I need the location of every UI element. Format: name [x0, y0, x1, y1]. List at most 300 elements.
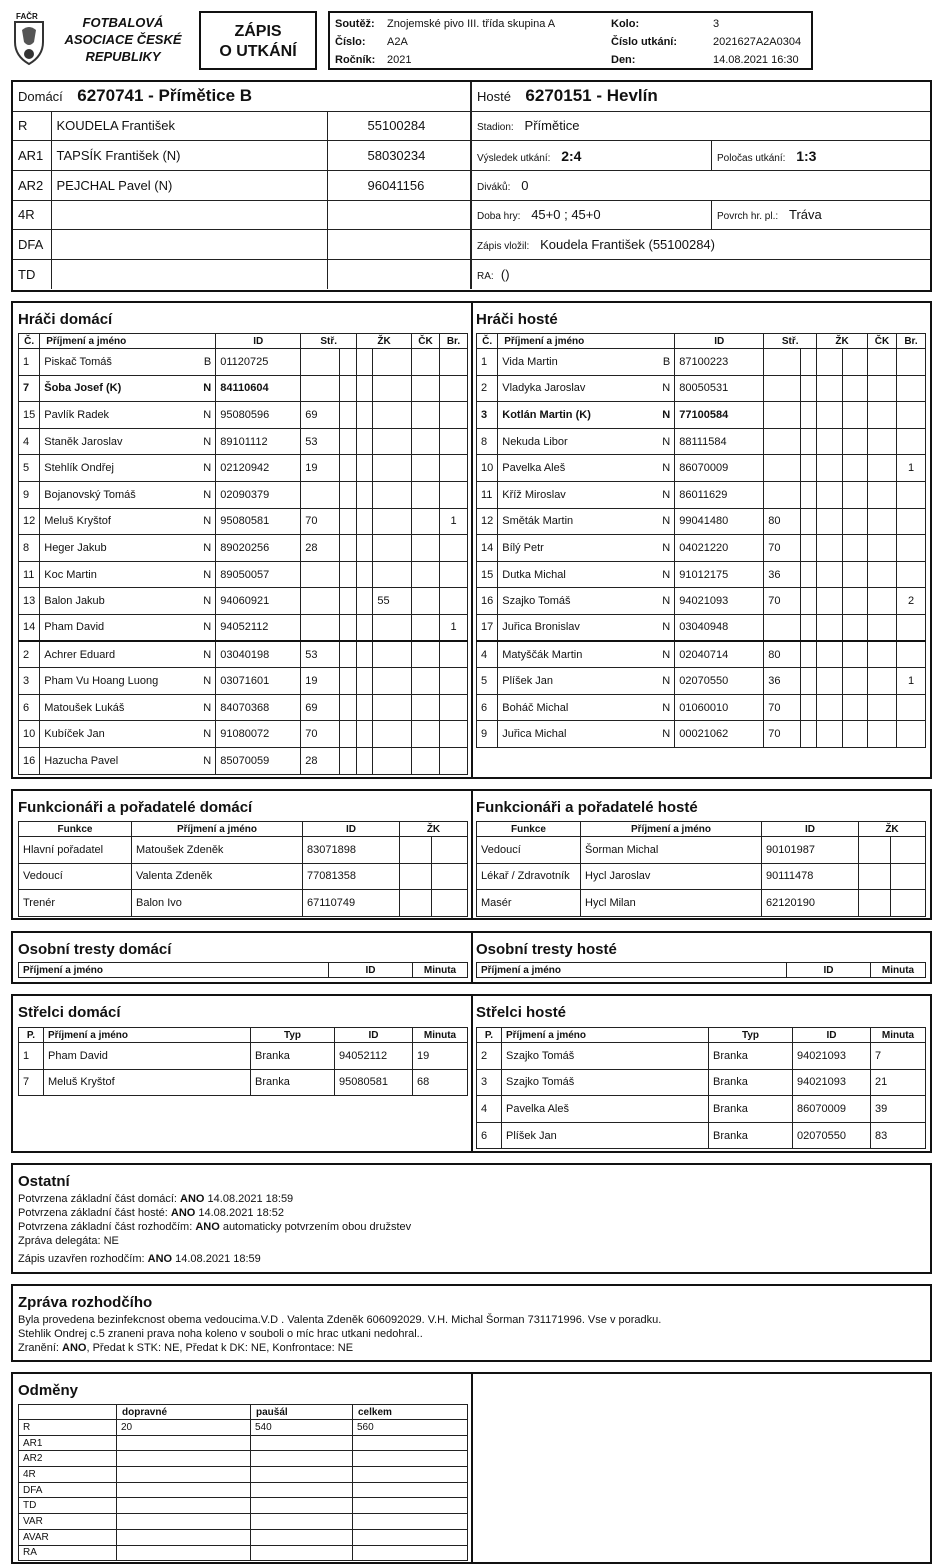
- official-row: [13, 170, 471, 200]
- player-id: 87100223: [675, 349, 764, 376]
- scorer-minute: 21: [871, 1069, 926, 1096]
- player-number: 10: [19, 721, 40, 748]
- player-red-card: [868, 481, 897, 508]
- rewards-cell: [353, 1529, 468, 1545]
- player-id: 01060010: [675, 694, 764, 721]
- official-name: PEJCHAL Pavel (N): [51, 170, 327, 200]
- player-red-card: [868, 694, 897, 721]
- player-substitution: 70: [301, 508, 340, 535]
- player-yellow-card: [842, 588, 867, 615]
- functionary-role: Vedoucí: [19, 863, 132, 890]
- player-name: Hazucha Pavel N: [40, 747, 216, 774]
- player-goals: [897, 508, 926, 535]
- rewards-cell: [117, 1545, 251, 1561]
- functionary-name: Matoušek Zdeněk: [132, 837, 303, 864]
- official-role: AR1: [13, 141, 51, 171]
- rewards-cell: [117, 1529, 251, 1545]
- player-number: 16: [477, 588, 498, 615]
- scorer-number: 4: [477, 1096, 502, 1123]
- player-number: 15: [19, 402, 40, 429]
- player-yellow-card: [373, 694, 412, 721]
- scorer-type: Branka: [251, 1069, 335, 1096]
- player-substitution: [301, 561, 340, 588]
- player-id: 77100584: [675, 402, 764, 429]
- player-red-card: [412, 535, 440, 562]
- player-number: 11: [19, 561, 40, 588]
- player-red-card: [868, 614, 897, 641]
- functionary-name: Hycl Jaroslav: [581, 863, 762, 890]
- player-red-card: [412, 721, 440, 748]
- rewards-cell: [117, 1514, 251, 1530]
- player-goals: 1: [897, 455, 926, 482]
- functionary-id: 62120190: [762, 890, 859, 917]
- player-name: Kubíček Jan N: [40, 721, 216, 748]
- official-name: [51, 200, 327, 230]
- scorer-name: Meluš Kryštof: [44, 1069, 251, 1096]
- rewards-row: [19, 1514, 468, 1530]
- functionary-role: Masér: [477, 890, 581, 917]
- rewards-cell: [353, 1451, 468, 1467]
- player-yellow-card: [373, 508, 412, 535]
- player-red-card: [868, 721, 897, 748]
- player-name: Bojanovský Tomáš N: [40, 481, 216, 508]
- player-goals: [897, 641, 926, 668]
- rewards-cell: [117, 1467, 251, 1483]
- official-id: [327, 200, 471, 230]
- functionary-role: Vedoucí: [477, 837, 581, 864]
- player-row: [477, 402, 926, 429]
- player-red-card: [868, 641, 897, 668]
- player-id: 89101112: [216, 428, 301, 455]
- player-id: 91012175: [675, 561, 764, 588]
- rewards-cell: RA: [19, 1545, 117, 1561]
- scorer-type: Branka: [251, 1043, 335, 1070]
- away-scorers-table: P. Příjmení a jméno Typ ID Minuta 2 Szajko Tomáš Branka 94021093 7 3 Szajko Tomáš Branka 94021093 21 4 Pavelka Aleš Branka 86070009 39 6 Plíšek Jan Branka 02070550 83: [476, 1027, 926, 1149]
- rewards-cell: [353, 1545, 468, 1561]
- player-substitution: [764, 455, 801, 482]
- player-substitution: [301, 481, 340, 508]
- player-id: 84110604: [216, 375, 301, 402]
- player-goals: [897, 535, 926, 562]
- document-title: ZÁPIS O UTKÁNÍ: [199, 11, 317, 70]
- player-red-card: [412, 402, 440, 429]
- functionary-id: 77081358: [303, 863, 400, 890]
- player-id: 95080596: [216, 402, 301, 429]
- player-yellow-card: [842, 668, 867, 695]
- rewards-cell: AR1: [19, 1435, 117, 1451]
- player-goals: 1: [440, 614, 468, 641]
- player-name: Achrer Eduard N: [40, 641, 216, 668]
- scorer-number: 2: [477, 1043, 502, 1070]
- player-name: Boháč Michal N: [498, 694, 675, 721]
- player-name: Koc Martin N: [40, 561, 216, 588]
- player-substitution: 70: [764, 588, 801, 615]
- player-red-card: [868, 508, 897, 535]
- official-role: 4R: [13, 200, 51, 230]
- player-row: [477, 535, 926, 562]
- player-name: Szajko Tomáš N: [498, 588, 675, 615]
- player-id: 89050057: [216, 561, 301, 588]
- scorer-row: [477, 1043, 926, 1070]
- player-id: 80050531: [675, 375, 764, 402]
- scorer-minute: 19: [413, 1043, 468, 1070]
- player-substitution: 19: [301, 668, 340, 695]
- player-goals: [440, 428, 468, 455]
- scorer-name: Pavelka Aleš: [502, 1096, 709, 1123]
- scorer-id: 94052112: [335, 1043, 413, 1070]
- half-result: 1:3: [796, 147, 817, 164]
- player-row: [477, 614, 926, 641]
- player-red-card: [868, 535, 897, 562]
- player-row: [477, 561, 926, 588]
- player-number: 15: [477, 561, 498, 588]
- scorer-type: Branka: [709, 1096, 793, 1123]
- player-number: 1: [477, 349, 498, 376]
- player-id: 91080072: [216, 721, 301, 748]
- player-name: Šoba Josef (K) N: [40, 375, 216, 402]
- functionary-name: Šorman Michal: [581, 837, 762, 864]
- player-name: Stehlík Ondřej N: [40, 455, 216, 482]
- player-goals: [897, 481, 926, 508]
- rewards-cell: [353, 1498, 468, 1514]
- player-red-card: [412, 455, 440, 482]
- scorer-minute: 39: [871, 1096, 926, 1123]
- player-row: [19, 455, 468, 482]
- player-row: [19, 721, 468, 748]
- player-substitution: [301, 588, 340, 615]
- scorer-type: Branka: [709, 1043, 793, 1070]
- player-id: 02120942: [216, 455, 301, 482]
- rewards-row: [19, 1451, 468, 1467]
- player-red-card: [868, 588, 897, 615]
- player-goals: [440, 668, 468, 695]
- player-id: 89020256: [216, 535, 301, 562]
- player-goals: [897, 428, 926, 455]
- player-yellow-card: [842, 535, 867, 562]
- player-id: 03071601: [216, 668, 301, 695]
- org-name: FOTBALOVÁ ASOCIACE ČESKÉ REPUBLIKY: [64, 15, 182, 64]
- rewards-cell: 540: [251, 1420, 353, 1436]
- player-goals: [440, 588, 468, 615]
- player-substitution: [764, 375, 801, 402]
- player-number: 8: [477, 428, 498, 455]
- rewards-cell: [353, 1467, 468, 1483]
- player-number: 5: [477, 668, 498, 695]
- player-row: [19, 508, 468, 535]
- player-goals: [897, 402, 926, 429]
- player-yellow-card: [373, 428, 412, 455]
- player-goals: [897, 721, 926, 748]
- player-number: 8: [19, 535, 40, 562]
- player-yellow-card: [842, 561, 867, 588]
- rewards-cell: AVAR: [19, 1529, 117, 1545]
- home-players-table: Č. Příjmení a jméno ID Stř. ŽK ČK Br. 1 Piskač Tomáš B 01120725 7 Šoba Josef (K) N 84110604 15 Pavlík Radek N 95080596 69 4 Staněk Jaroslav N 89101112 53 5 Stehlík Ondřej N 02120942 19 9 Bojanovský Tomáš N 02090379 12 Meluš Kryštof N 95080581 70 1 8 Heger Jakub N 89020256 28 11 Koc Martin N 89050057 13 Balon Jakub N 94060921 55 14 Pham David N 94052112 1 2 Achrer Eduard N 03040198 53 3 Pham Vu Hoang Luong N 03071601 19 6 Matoušek Lukáš N 84070368 69 10 Kubíček Jan N 91080072 70 16 Hazucha Pavel N 85070059 28: [18, 333, 468, 775]
- player-number: 9: [477, 721, 498, 748]
- home-team: 6270741 - Přímětice B: [77, 86, 253, 106]
- player-yellow-card: [842, 428, 867, 455]
- player-id: 85070059: [216, 747, 301, 774]
- player-name: Piskač Tomáš B: [40, 349, 216, 376]
- player-substitution: 69: [301, 694, 340, 721]
- player-row: [19, 402, 468, 429]
- player-row: [19, 535, 468, 562]
- functionary-row: [477, 890, 926, 917]
- player-red-card: [412, 481, 440, 508]
- functionary-id: 90101987: [762, 837, 859, 864]
- player-id: 88111584: [675, 428, 764, 455]
- player-red-card: [412, 588, 440, 615]
- player-row: [477, 428, 926, 455]
- official-name: [51, 230, 327, 260]
- rewards-cell: [353, 1482, 468, 1498]
- player-number: 5: [19, 455, 40, 482]
- rewards-col-header: [19, 1405, 117, 1420]
- rewards-col-header: dopravné: [117, 1405, 251, 1420]
- official-role: AR2: [13, 170, 51, 200]
- rewards-cell: VAR: [19, 1514, 117, 1530]
- player-goals: [440, 455, 468, 482]
- player-number: 3: [477, 402, 498, 429]
- player-substitution: [764, 428, 801, 455]
- functionary-id: 83071898: [303, 837, 400, 864]
- player-red-card: [412, 641, 440, 668]
- rewards-cell: [353, 1435, 468, 1451]
- scorer-id: 94021093: [793, 1043, 871, 1070]
- rewards-cell: [251, 1451, 353, 1467]
- player-substitution: 69: [301, 402, 340, 429]
- rewards-cell: [117, 1451, 251, 1467]
- scorer-row: [477, 1069, 926, 1096]
- player-substitution: 19: [301, 455, 340, 482]
- player-name: Dutka Michal N: [498, 561, 675, 588]
- player-yellow-card: [842, 481, 867, 508]
- scorer-name: Szajko Tomáš: [502, 1069, 709, 1096]
- player-name: Bílý Petr N: [498, 535, 675, 562]
- player-row: [477, 508, 926, 535]
- player-goals: 2: [897, 588, 926, 615]
- home-scorers-table: P. Příjmení a jméno Typ ID Minuta 1 Pham David Branka 94052112 19 7 Meluš Kryštof Branka 95080581 68: [18, 1027, 468, 1096]
- player-name: Balon Jakub N: [40, 588, 216, 615]
- player-red-card: [412, 375, 440, 402]
- player-row: [477, 455, 926, 482]
- scorer-row: [19, 1069, 468, 1096]
- player-row: [477, 349, 926, 376]
- other-line: Zpráva delegáta: NE: [18, 1235, 119, 1247]
- rewards-cell: [117, 1498, 251, 1514]
- official-role: TD: [13, 259, 51, 289]
- scorers-section: Střelci domácí Střelci hosté P. Příjmení a jméno Typ ID Minuta 1 Pham David Branka 94052112 19 7 Meluš Kryštof Branka 95080581 68 P. Příjmení a jméno Typ ID Minuta 2 Szajko Tomáš Branka 94021093 7 3 Szajko Tomáš Branka 94021093 21 4 Pavelka Aleš Branka 86070009 39 6 Plíšek Jan Branka 02070550 83: [11, 994, 932, 1153]
- functionary-role: Lékař / Zdravotník: [477, 863, 581, 890]
- official-name: TAPSÍK František (N): [51, 141, 327, 171]
- player-yellow-card: [842, 508, 867, 535]
- player-yellow-card: [373, 561, 412, 588]
- player-name: Vida Martin B: [498, 349, 675, 376]
- functionary-row: [19, 890, 468, 917]
- official-role: DFA: [13, 230, 51, 260]
- player-red-card: [412, 694, 440, 721]
- player-substitution: [301, 349, 340, 376]
- player-yellow-card: [842, 349, 867, 376]
- player-name: Juřica Bronislav N: [498, 614, 675, 641]
- player-yellow-card: [373, 641, 412, 668]
- player-goals: [897, 561, 926, 588]
- player-row: [19, 614, 468, 641]
- rewards-row: [19, 1435, 468, 1451]
- player-name: Juřica Michal N: [498, 721, 675, 748]
- scorer-row: [19, 1043, 468, 1070]
- result: 2:4: [561, 147, 582, 164]
- player-id: 04021220: [675, 535, 764, 562]
- player-number: 6: [477, 694, 498, 721]
- rewards-row: [19, 1420, 468, 1436]
- player-row: [19, 428, 468, 455]
- player-yellow-card: [373, 721, 412, 748]
- player-substitution: 70: [764, 535, 801, 562]
- functionary-id: 67110749: [303, 890, 400, 917]
- player-goals: [897, 614, 926, 641]
- player-goals: [440, 641, 468, 668]
- player-row: [19, 694, 468, 721]
- player-goals: [440, 349, 468, 376]
- player-number: 13: [19, 588, 40, 615]
- scorer-row: [477, 1122, 926, 1149]
- player-red-card: [868, 455, 897, 482]
- player-substitution: 53: [301, 428, 340, 455]
- scorer-row: [477, 1096, 926, 1123]
- player-row: [19, 668, 468, 695]
- official-id: 96041156: [327, 170, 471, 200]
- player-goals: [440, 481, 468, 508]
- rewards-cell: DFA: [19, 1482, 117, 1498]
- player-substitution: 36: [764, 668, 801, 695]
- rewards-cell: 560: [353, 1420, 468, 1436]
- functionary-name: Balon Ivo: [132, 890, 303, 917]
- player-substitution: 53: [301, 641, 340, 668]
- player-yellow-card: [842, 375, 867, 402]
- player-goals: 1: [897, 668, 926, 695]
- player-row: [477, 668, 926, 695]
- player-number: 4: [19, 428, 40, 455]
- player-yellow-card: 55: [373, 588, 412, 615]
- player-id: 94060921: [216, 588, 301, 615]
- player-red-card: [868, 349, 897, 376]
- player-goals: [440, 375, 468, 402]
- player-id: 02040714: [675, 641, 764, 668]
- rewards-row: [19, 1529, 468, 1545]
- rewards-cell: [251, 1467, 353, 1483]
- functionary-row: [477, 863, 926, 890]
- player-substitution: 36: [764, 561, 801, 588]
- player-red-card: [412, 349, 440, 376]
- player-red-card: [868, 402, 897, 429]
- players-section: [11, 301, 932, 779]
- player-red-card: [868, 561, 897, 588]
- official-row: [13, 230, 471, 260]
- player-row: [477, 721, 926, 748]
- scorer-id: 86070009: [793, 1096, 871, 1123]
- player-row: [477, 641, 926, 668]
- player-goals: [440, 694, 468, 721]
- rewards-cell: [251, 1514, 353, 1530]
- player-number: 4: [477, 641, 498, 668]
- player-red-card: [412, 561, 440, 588]
- player-substitution: [764, 402, 801, 429]
- player-number: 2: [19, 641, 40, 668]
- player-yellow-card: [373, 375, 412, 402]
- player-goals: [897, 375, 926, 402]
- player-name: Pham David N: [40, 614, 216, 641]
- player-name: Plíšek Jan N: [498, 668, 675, 695]
- rewards-cell: [251, 1435, 353, 1451]
- player-red-card: [412, 747, 440, 774]
- official-id: 58030234: [327, 141, 471, 171]
- official-row: [13, 111, 471, 141]
- rewards-cell: [251, 1545, 353, 1561]
- player-number: 12: [477, 508, 498, 535]
- player-id: 84070368: [216, 694, 301, 721]
- player-yellow-card: [373, 747, 412, 774]
- player-yellow-card: [373, 349, 412, 376]
- player-row: [477, 694, 926, 721]
- rewards-row: [19, 1498, 468, 1514]
- rewards-cell: 4R: [19, 1467, 117, 1483]
- player-row: [19, 561, 468, 588]
- player-substitution: [301, 375, 340, 402]
- away-players-table: Č. Příjmení a jméno ID Stř. ŽK ČK Br. 1 Vida Martin B 87100223 2 Vladyka Jaroslav N 80050531 3 Kotlán Martin (K) N 77100584 8 Nekuda Libor N 88111584 10 Pavelka Aleš N 86070009 1 11 Kříž Miroslav N 86011629 12 Směták Martin N 99041480 80 14 Bílý Petr N 04021220 70 15 Dutka Michal N 91012175 36 16 Szajko Tomáš N 94021093 70 2 17 Juřica Bronislav N 03040948 4 Matyščák Martin N 02040714 80 5 Plíšek Jan N 02070550 36 1 6 Boháč Michal N 01060010 70 9 Juřica Michal N 00021062 70: [476, 333, 926, 748]
- player-number: 12: [19, 508, 40, 535]
- rewards-cell: AR2: [19, 1451, 117, 1467]
- player-row: [477, 588, 926, 615]
- official-id: 55100284: [327, 111, 471, 141]
- player-name: Kotlán Martin (K) N: [498, 402, 675, 429]
- player-goals: [440, 402, 468, 429]
- player-id: 95080581: [216, 508, 301, 535]
- rewards-cell: TD: [19, 1498, 117, 1514]
- player-row: [19, 375, 468, 402]
- player-red-card: [412, 668, 440, 695]
- functionary-name: Valenta Zdeněk: [132, 863, 303, 890]
- other-line: Zápis uzavřen rozhodčím: ANO 14.08.2021 18:59: [18, 1253, 261, 1265]
- player-id: 02090379: [216, 481, 301, 508]
- rewards-section: Odměny dopravné paušál celkem R 20 540 560 AR1 AR2 4R DFA TD VAR AVAR RA: [11, 1372, 932, 1564]
- rewards-table: [18, 1404, 468, 1561]
- player-goals: [440, 721, 468, 748]
- player-row: [19, 747, 468, 774]
- official-row: [13, 141, 471, 171]
- functionary-id: 90111478: [762, 863, 859, 890]
- rewards-cell: [117, 1482, 251, 1498]
- player-number: 7: [19, 375, 40, 402]
- player-substitution: 28: [301, 747, 340, 774]
- rewards-row: [19, 1467, 468, 1483]
- rewards-row: [19, 1545, 468, 1561]
- player-yellow-card: [842, 641, 867, 668]
- official-row: [13, 200, 471, 230]
- scorer-number: 6: [477, 1122, 502, 1149]
- scorer-minute: 83: [871, 1122, 926, 1149]
- rewards-cell: [353, 1514, 468, 1530]
- rewards-col-header: celkem: [353, 1405, 468, 1420]
- player-number: 9: [19, 481, 40, 508]
- rewards-row: [19, 1482, 468, 1498]
- player-yellow-card: [373, 668, 412, 695]
- player-red-card: [868, 428, 897, 455]
- scorer-number: 7: [19, 1069, 44, 1096]
- official-id: [327, 230, 471, 260]
- player-substitution: [764, 614, 801, 641]
- player-substitution: 80: [764, 508, 801, 535]
- player-red-card: [412, 508, 440, 535]
